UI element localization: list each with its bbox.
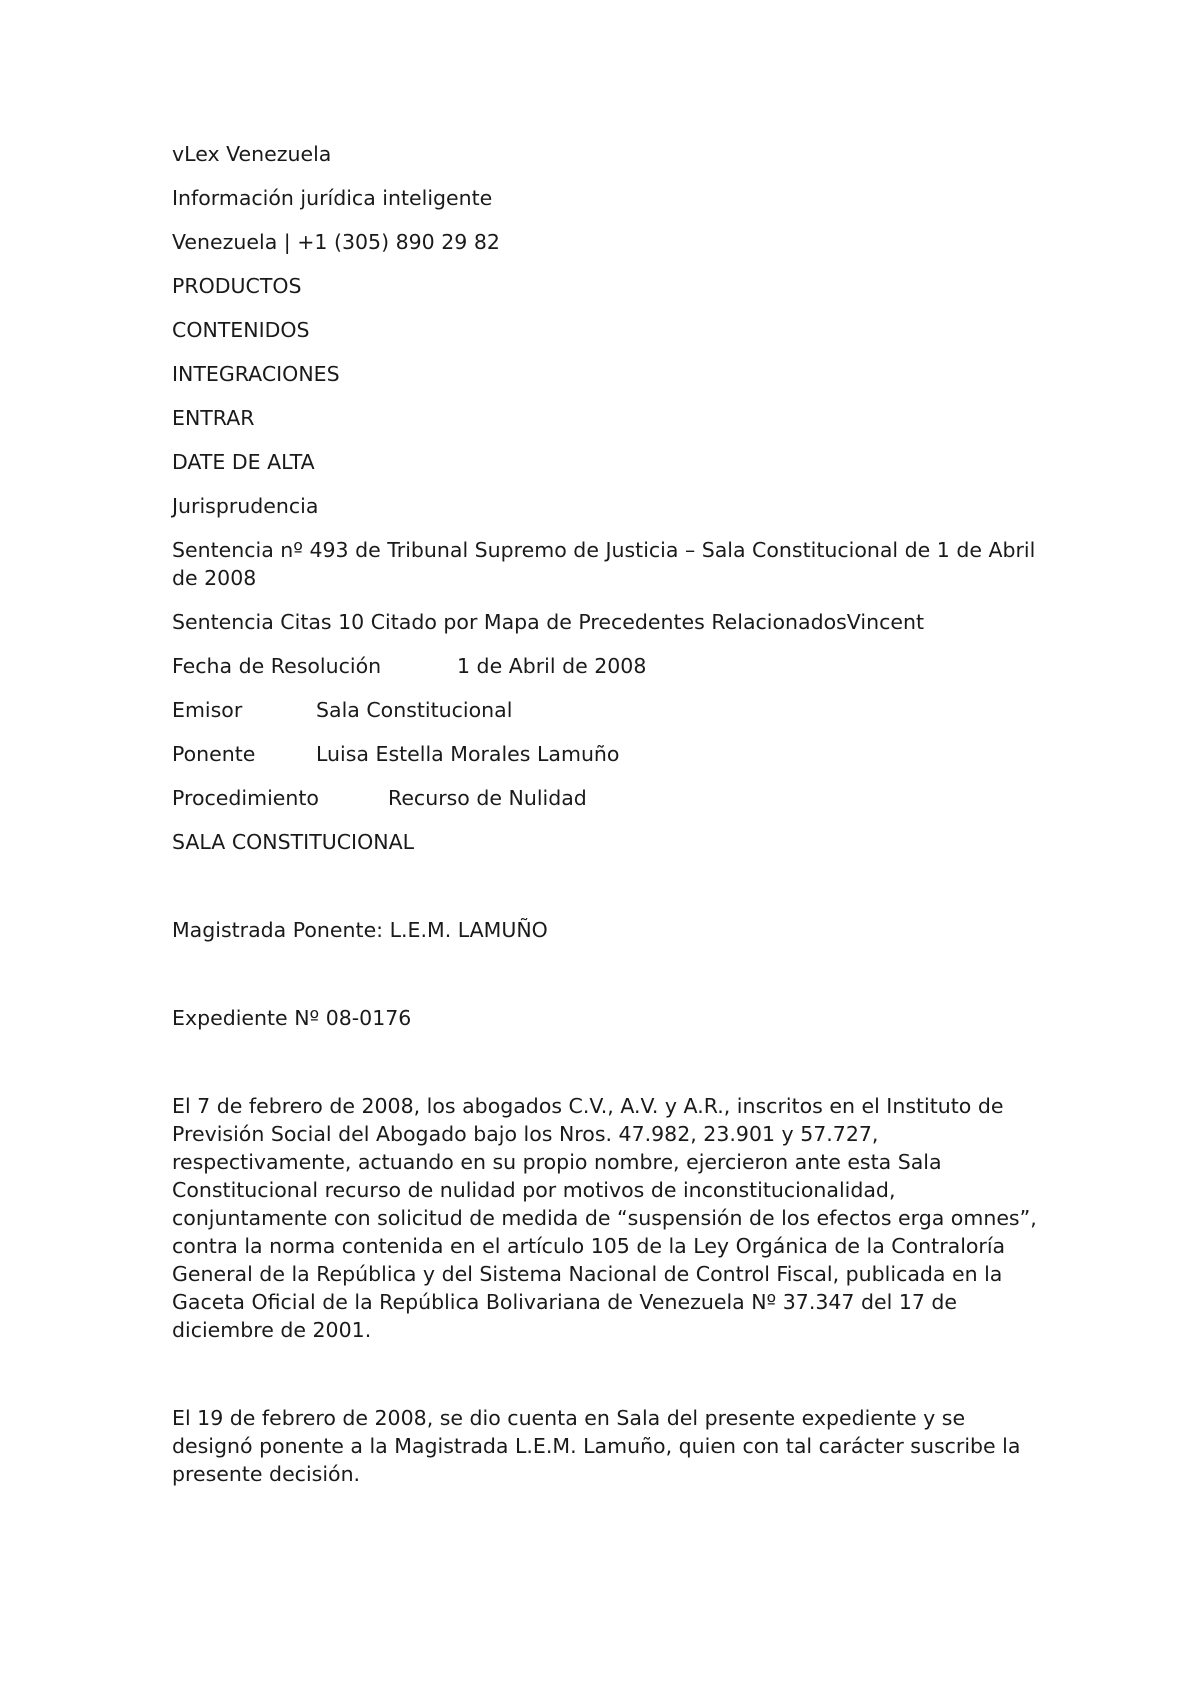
contact-info: Venezuela | +1 (305) 890 29 82 xyxy=(172,230,500,254)
file-number: Expediente Nº 08-0176 xyxy=(172,1006,412,1030)
meta-value: Luisa Estella Morales Lamuño xyxy=(316,742,620,766)
document-title: Sentencia nº 493 de Tribunal Supremo de Justicia – Sala Constitucional de 1 de Abril de 2008 xyxy=(172,538,1036,590)
magistrate-line: Magistrada Ponente: L.E.M. LAMUÑO xyxy=(172,918,548,942)
document-page xyxy=(172,140,1052,1488)
chamber-heading: SALA CONSTITUCIONAL xyxy=(172,830,415,854)
meta-value: Recurso de Nulidad xyxy=(388,786,587,810)
login-link[interactable]: ENTRAR xyxy=(172,406,255,430)
nav-products-link[interactable]: PRODUCTOS xyxy=(172,274,302,298)
document-tabs[interactable]: Sentencia Citas 10 Citado por Mapa de Precedentes RelacionadosVincent xyxy=(172,610,924,634)
meta-label: Ponente xyxy=(172,742,256,766)
meta-row-date xyxy=(172,652,1052,680)
body-paragraph: El 7 de febrero de 2008, los abogados C.V., A.V. y A.R., inscritos en el Instituto de Previsión Social del Abogado bajo los Nros. 47.982, 23.901 y 57.727, respectivamente, actuando en su propio nombre, ejercieron ante esta Sala Constitucional recurso de nulidad por motivos de inconstitucionalidad, conjuntamente con solicitud de medida de “suspensión de los efectos erga omnes”, contra la norma contenida en el artículo 105 de la Ley Orgánica de la Contraloría General de la República y del Sistema Nacional de Control Fiscal, publicada en la Gaceta Oficial de la República Bolivariana de Venezuela Nº 37.347 del 17 de diciembre de 2001. xyxy=(172,1094,1037,1342)
nav-integrations-link[interactable]: INTEGRACIONES xyxy=(172,362,340,386)
nav-contents-link[interactable]: CONTENIDOS xyxy=(172,318,310,342)
meta-row-issuer xyxy=(172,696,1052,724)
breadcrumb[interactable]: Jurisprudencia xyxy=(172,494,319,518)
meta-label: Procedimiento xyxy=(172,786,319,810)
signup-link[interactable]: DATE DE ALTA xyxy=(172,450,315,474)
meta-value: Sala Constitucional xyxy=(316,698,513,722)
brand-tagline: Información jurídica inteligente xyxy=(172,186,493,210)
meta-label: Fecha de Resolución xyxy=(172,654,382,678)
meta-row-rapporteur xyxy=(172,740,1052,768)
meta-row-procedure xyxy=(172,784,1052,812)
meta-value: 1 de Abril de 2008 xyxy=(457,654,647,678)
meta-label: Emisor xyxy=(172,698,243,722)
brand-name[interactable]: vLex Venezuela xyxy=(172,142,332,166)
body-paragraph: El 19 de febrero de 2008, se dio cuenta en Sala del presente expediente y se designó ponente a la Magistrada L.E.M. Lamuño, quien con tal carácter suscribe la presente decisión. xyxy=(172,1406,1021,1486)
